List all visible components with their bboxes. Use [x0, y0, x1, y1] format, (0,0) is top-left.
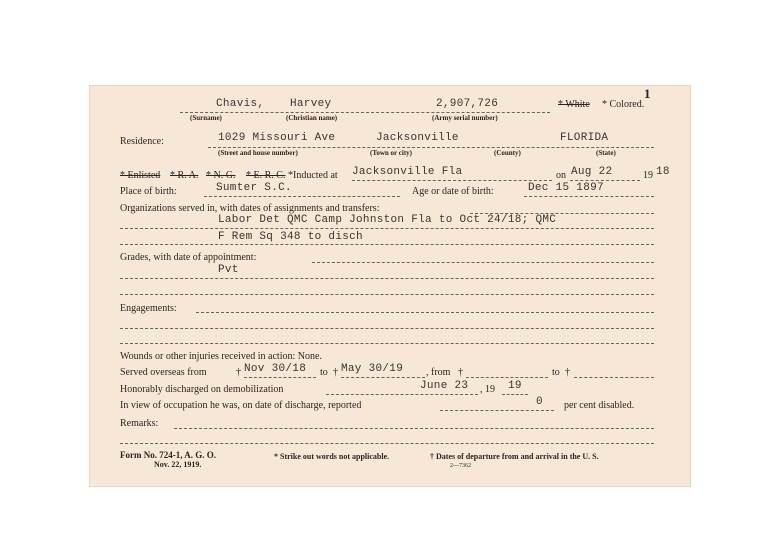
inducted-year-value: 18: [656, 166, 670, 178]
discharge-label: Honorably discharged on demobilization: [120, 384, 284, 395]
discharge-date-value: June 23: [420, 380, 469, 392]
engagements-line-0: [196, 312, 654, 313]
enlisted: * Enlisted: [120, 170, 161, 181]
grades-line-0: [312, 262, 654, 263]
town-label: (Town or city): [370, 149, 412, 157]
disability-line: [440, 410, 554, 411]
grades-value: Pvt: [218, 264, 239, 276]
remarks-label: Remarks:: [120, 418, 159, 429]
name-line: [180, 112, 550, 113]
overseas-to2-label: to: [552, 367, 560, 378]
christian-name-value: Harvey: [290, 98, 332, 110]
state-label: (State): [596, 149, 616, 157]
wounds-label: Wounds or other injuries received in action: None.: [120, 351, 322, 362]
ng: * N. G.: [206, 170, 236, 181]
form-number: Form No. 724-1, A. G. O.: [120, 450, 216, 460]
town-value: Jacksonville: [376, 132, 459, 144]
overseas-to-label: to: [320, 367, 328, 378]
organizations-label: Organizations served in, with dates of assignments and transfers:: [120, 203, 380, 214]
inducted-date-line: [570, 180, 640, 181]
overseas-to2-line: [574, 377, 654, 378]
grades-line-1: [120, 278, 654, 279]
birth-date-label: Age or date of birth:: [412, 186, 494, 197]
serial-number-label: (Army serial number): [432, 114, 498, 122]
race-white: * White: [558, 99, 590, 110]
birthplace-value: Sumter S.C.: [216, 182, 292, 194]
organizations-value-1: Labor Det QMC Camp Johnston Fla to Oct 24/18; QMC: [218, 214, 557, 226]
overseas-from-value: Nov 30/18: [244, 363, 307, 375]
street-value: 1029 Missouri Ave: [218, 132, 336, 144]
erc: * E. R. C.: [246, 170, 286, 181]
remarks-line-1: [120, 443, 654, 444]
county-label: (County): [494, 149, 521, 157]
engagements-line-2: [120, 343, 654, 344]
christian-name-label: (Christian name): [286, 114, 338, 122]
race-colored: * Colored.: [602, 99, 645, 110]
overseas-from2-label: , from: [426, 367, 451, 378]
birthplace-label: Place of birth:: [120, 186, 177, 197]
on-label: on: [556, 170, 566, 181]
engagements-line-1: [120, 328, 654, 329]
grades-label: Grades, with date of appointment:: [120, 252, 257, 263]
organizations-value-2: F Rem Sq 348 to disch: [218, 231, 363, 243]
organizations-line-2: [120, 244, 654, 245]
overseas-from2-line: [466, 377, 548, 378]
overseas-dagger-2: †: [333, 367, 338, 378]
remarks-line-0: [174, 428, 654, 429]
overseas-from-line: [244, 377, 316, 378]
serial-number-value: 2,907,726: [436, 98, 499, 110]
state-value: FLORIDA: [560, 132, 609, 144]
disability-label: In view of occupation he was, on date of discharge, reported: [120, 400, 362, 411]
service-record-card: [90, 86, 690, 486]
engagements-label: Engagements:: [120, 303, 177, 314]
grades-line-2: [120, 294, 654, 295]
overseas-dagger-4: †: [565, 367, 570, 378]
overseas-to-value: May 30/19: [341, 363, 404, 375]
card-number: 1: [644, 86, 651, 101]
disability-value: 0: [536, 396, 543, 408]
discharge-year-value: 19: [508, 380, 522, 392]
discharge-year-line: [502, 394, 528, 395]
overseas-to-line: [341, 377, 425, 378]
inducted-place-line: [352, 180, 552, 181]
inducted-place-value: Jacksonville Fla: [352, 166, 463, 178]
overseas-label: Served overseas from: [120, 367, 207, 378]
surname-label: (Surname): [190, 114, 222, 122]
discharge-date-line: [326, 394, 478, 395]
inducted-at-label: *Inducted at: [288, 170, 338, 181]
disability-suffix: per cent disabled.: [564, 400, 635, 411]
inducted-date-value: Aug 22: [571, 166, 613, 178]
birthplace-line: [204, 196, 400, 197]
residence-line: [208, 147, 654, 148]
discharge-year-prefix: , 19: [480, 384, 495, 395]
residence-label: Residence:: [120, 136, 164, 147]
dagger-note: † Dates of departure from and arrival in the U. S.: [430, 452, 599, 461]
overseas-dagger-1: †: [236, 367, 241, 378]
birth-date-line: [524, 196, 654, 197]
overseas-dagger-3: †: [458, 367, 463, 378]
form-date: Nov. 22, 1919.: [154, 460, 202, 469]
inducted-year-prefix: 19: [643, 170, 653, 181]
birth-date-value: Dec 15 1897: [528, 182, 604, 194]
surname-value: Chavis,: [216, 98, 265, 110]
print-code: 2—7362: [450, 463, 471, 469]
organizations-line-1: [120, 228, 654, 229]
ra: * R. A.: [170, 170, 199, 181]
strike-note: * Strike out words not applicable.: [274, 452, 390, 461]
street-label: (Street and house number): [218, 149, 298, 157]
